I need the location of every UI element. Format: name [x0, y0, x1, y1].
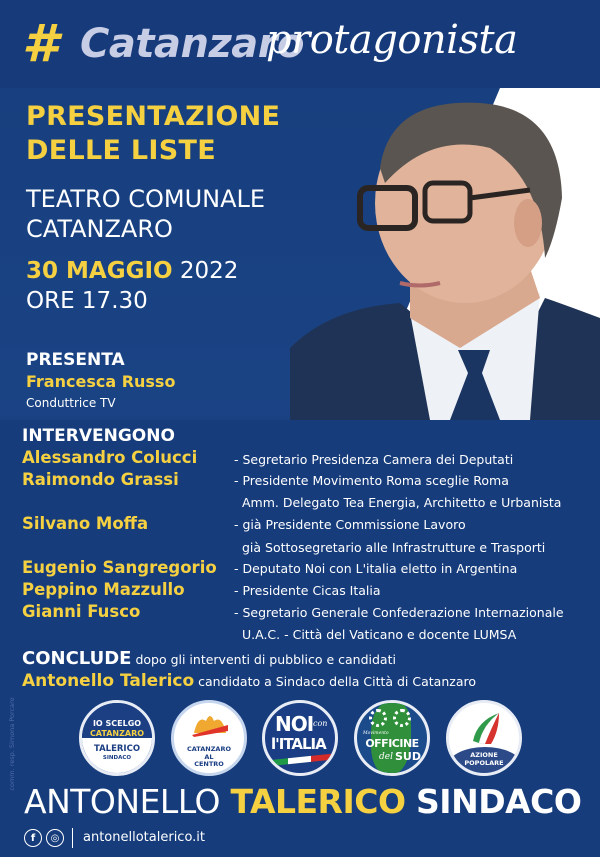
logo-text: NOI: [275, 712, 314, 736]
logo-text: del: [379, 752, 393, 762]
candidate-role: SINDACO: [416, 782, 582, 821]
facebook-icon[interactable]: f: [24, 829, 42, 847]
presenter-role: Conduttrice TV: [26, 396, 116, 410]
event-date-year: 2022: [172, 258, 239, 284]
speaker-role: Amm. Delegato Tea Energia, Architetto e Urbanista: [242, 495, 562, 510]
speaker-role: - Segretario Generale Confederazione Internazionale: [234, 605, 564, 620]
conclusion-speaker-note: candidato a Sindaco della Città di Catanzaro: [194, 674, 476, 689]
hashtag-symbol: #: [22, 14, 59, 74]
logo-text: SUD: [395, 750, 421, 763]
tricolor-swoosh-icon: [469, 711, 503, 745]
logo-text-line: AL: [204, 752, 214, 761]
hashtag-word-protagonista: protagonista: [266, 17, 518, 63]
event-date: [26, 256, 238, 286]
speaker-name: Alessandro Colucci: [22, 448, 198, 467]
logo-text: con: [313, 719, 328, 728]
header-band: [0, 0, 600, 88]
event-title-line1: PRESENTAZIONE: [26, 101, 281, 132]
portrait-illustration: [290, 88, 600, 420]
speaker-name: Silvano Moffa: [22, 514, 149, 533]
logo-text: SINDACO: [102, 755, 132, 761]
candidate-first-name: ANTONELLO: [24, 782, 220, 821]
gear-icon: [369, 709, 387, 727]
event-title-line2: DELLE LISTE: [26, 135, 216, 166]
venue-line2: CATANZARO: [26, 215, 173, 243]
event-time: ORE 17.30: [26, 288, 148, 314]
logo-azione-popolare: [446, 700, 522, 776]
hashtag-word-catanzaro: Catanzaro: [80, 21, 304, 67]
speakers-heading: INTERVENGONO: [22, 426, 175, 446]
presenter-name: Francesca Russo: [26, 372, 176, 391]
speaker-name: Raimondo Grassi: [22, 470, 179, 489]
logo-text-line: POPOLARE: [464, 759, 504, 767]
conclusion-heading: CONCLUDE: [22, 648, 132, 669]
logo-officine-del-sud: [354, 700, 430, 776]
italian-flag-stripe: [265, 753, 335, 766]
logo-io-scelgo-catanzaro: [79, 700, 155, 776]
candidate-last-name: TALERICO: [230, 782, 406, 821]
event-date-day-month: 30 MAGGIO: [26, 258, 173, 284]
speaker-role: - Segretario Presidenza Camera dei Deputati: [234, 452, 514, 467]
conclusion-note: dopo gli interventi di pubblico e candidati: [131, 652, 396, 667]
logo-text-line: CENTRO: [194, 760, 224, 768]
speaker-name: Peppino Mazzullo: [22, 580, 185, 599]
speaker-name: Gianni Fusco: [22, 602, 141, 621]
speaker-role: già Sottosegretario alle Infrastrutture e Trasporti: [242, 540, 546, 555]
logo-text: [449, 751, 519, 767]
instagram-icon[interactable]: ◎: [46, 829, 64, 847]
candidate-photo: [290, 88, 600, 420]
speaker-role: - già Presidente Commissione Lavoro: [234, 517, 466, 532]
logo-text: CATANZARO: [89, 729, 145, 738]
logo-text: IO SCELGO: [92, 719, 142, 728]
speaker-role: U.A.C. - Città del Vaticano e docente LUMSA: [242, 627, 517, 642]
logo-text: Movimento: [363, 731, 389, 736]
conclusion-speaker-line: [22, 669, 476, 694]
speaker-name: Eugenio Sangregorio: [22, 558, 217, 577]
eagle-icon: [192, 711, 228, 737]
logo-text: TALERICO: [93, 744, 141, 754]
gear-icon: [393, 709, 411, 727]
venue-line1: TEATRO COMUNALE: [26, 185, 266, 213]
logo-text-line: CATANZARO: [187, 745, 231, 753]
logo-catanzaro-al-centro: [171, 700, 247, 776]
logo-text: [174, 746, 244, 769]
candidate-banner: [24, 781, 581, 823]
presenter-heading: PRESENTA: [26, 350, 125, 370]
website-link[interactable]: antonellotalerico.it: [83, 830, 206, 845]
speaker-role: - Presidente Movimento Roma sceglie Roma: [234, 473, 509, 488]
speaker-role: - Deputato Noi con L'italia eletto in Argentina: [234, 561, 518, 576]
logo-text-line: AZIONE: [470, 751, 498, 759]
logo-text: OFFICINE: [365, 737, 419, 750]
logo-noi-con-litalia: [262, 700, 338, 776]
speaker-role: - Presidente Cicas Italia: [234, 583, 381, 598]
social-links: [24, 828, 205, 848]
conclusion-speaker-name: Antonello Talerico: [22, 671, 195, 691]
logo-text: l'ITALIA: [271, 735, 326, 753]
divider: [72, 828, 73, 848]
party-logos: [0, 700, 600, 776]
credit-text: comm. resp. Simona Porcaro: [8, 697, 16, 791]
